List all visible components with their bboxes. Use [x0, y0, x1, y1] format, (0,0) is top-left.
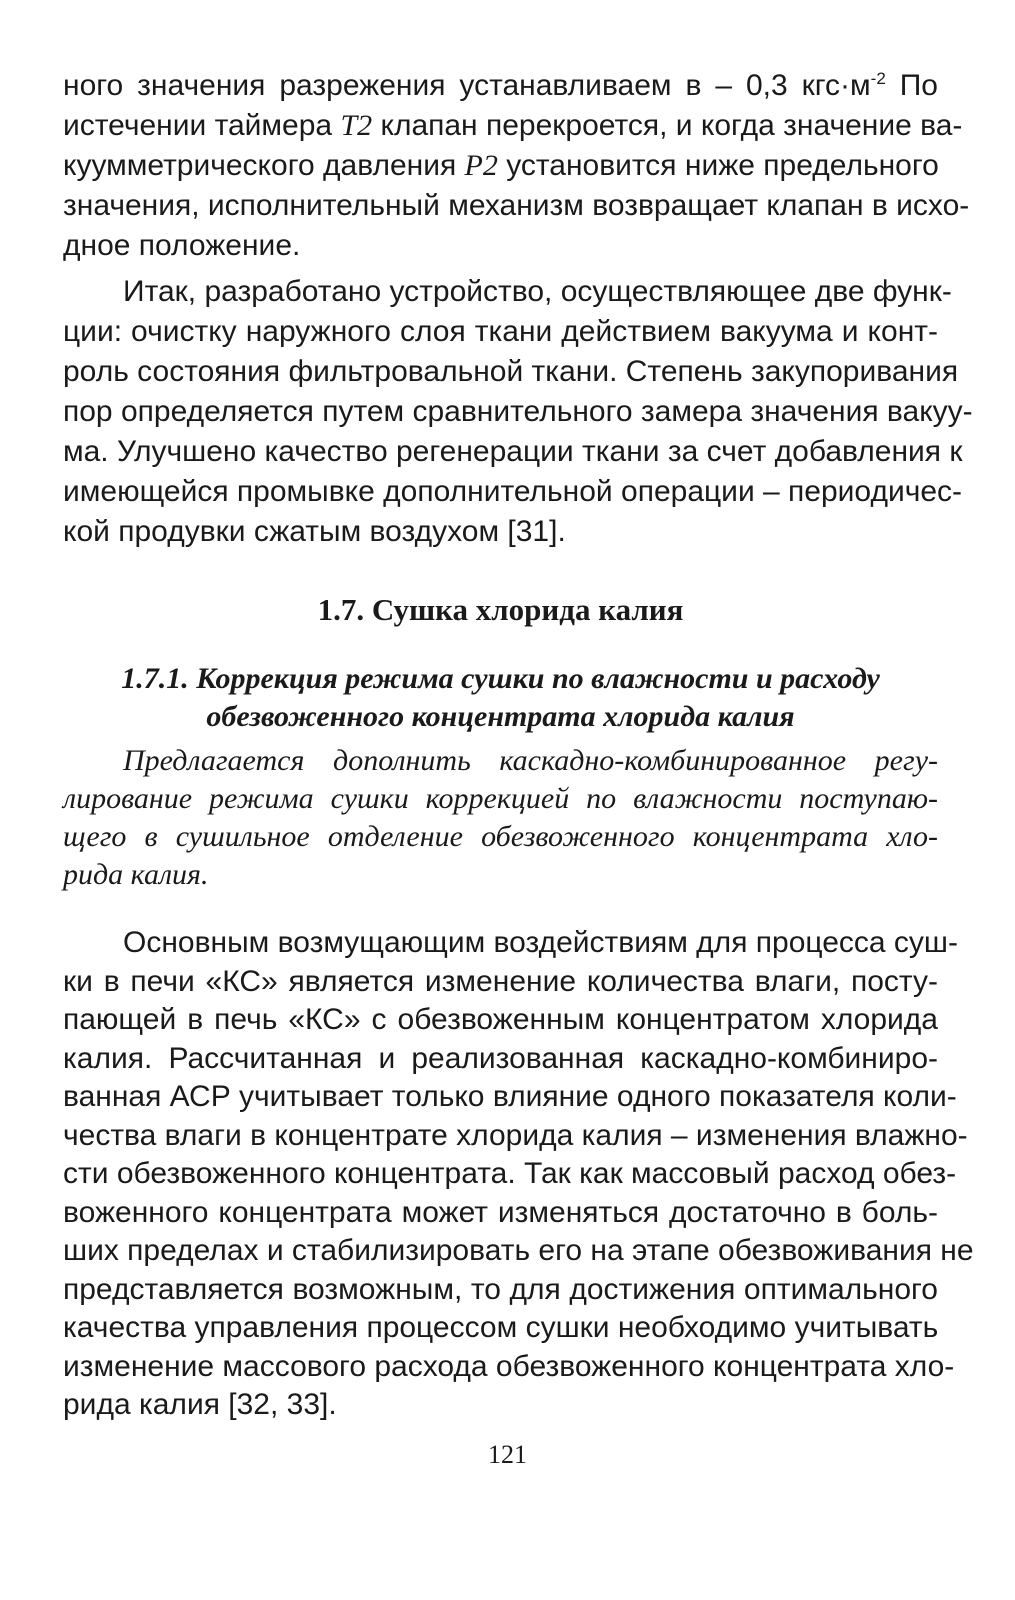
paragraph-main [63, 924, 974, 1425]
text-line: истечении таймера Т2 клапан перекроется, и когда значение ва- [63, 109, 963, 142]
text-line: ших пределах и стабилизировать его на этапе обезвоживания не [63, 1234, 974, 1267]
page-number: 121 [488, 1440, 527, 1469]
text-line: ки в печи «КС» является изменение количества влаги, посту- [63, 964, 938, 998]
text-line: роль состояния фильтровальной ткани. Степень закупоривания [63, 355, 959, 388]
text-line: дное положение. [63, 229, 301, 262]
section-heading: 1.7. Сушка хлорида калия [317, 592, 684, 627]
text-line: куумметрического давления Р2 установится ниже предельного [63, 149, 939, 182]
text-line: значения, исполнительный механизм возвращает клапан в исхо- [63, 189, 970, 222]
text-line: лирование режима сушки коррекцией по влажности поступаю- [63, 782, 938, 815]
text-line: изменение массового расхода обезвоженного концентрата хло- [63, 1349, 955, 1383]
variable-p2: Р2 [464, 149, 498, 182]
text-line: калия. Рассчитанная и реализованная каскадно-комбиниро- [63, 1041, 938, 1075]
text-line: пор определяется путем сравнительного замера значения вакуу- [63, 395, 973, 428]
text-line: ции: очистку наружного слоя ткани действием вакуума и конт- [63, 315, 938, 348]
text-line: ного значения разрежения устанавливаем в – 0,3 $кгс\cdot м^{-2}$ По [63, 69, 938, 102]
subsection-heading-line: обезвоженного концентрата хлорида калия [206, 700, 795, 733]
paragraph-continuation [63, 66, 970, 266]
text-line: чества влаги в концентрате хлорида калия – изменения влажно- [63, 1118, 968, 1152]
text-line: воженного концентрата может изменяться достаточно в боль- [63, 1195, 938, 1229]
text-line: имеющейся промывке дополнительной операции – периодичес- [63, 475, 963, 508]
subsection-heading-line: 1.7.1. Коррекция режима сушки по влажности и расходу [121, 662, 880, 695]
page-body [63, 66, 974, 1425]
text-line: рида калия [32, 33]. [63, 1388, 337, 1421]
text-line: Основным возмущающим воздействиям для процесса суш- [123, 926, 958, 959]
subsection-heading [63, 660, 938, 736]
text-line: рида калия. [63, 858, 209, 891]
text-line: ма. Улучшено качество регенерации ткани за счет добавления к [63, 435, 963, 468]
text-line: ванная АСР учитывает только влияние одного показателя коли- [63, 1080, 957, 1113]
text-line: Итак, разработано устройство, осуществляющее две функ- [123, 275, 952, 308]
text-line: пающей в печь «КС» с обезвоженным концентратом хлорида [63, 1003, 938, 1036]
text-line: представляется возможным, то для достижения оптимального [63, 1272, 938, 1306]
paragraph-summary [63, 272, 973, 552]
abstract [63, 742, 938, 894]
text-line: сти обезвоженного концентрата. Так как массовый расход обез- [63, 1157, 957, 1190]
text-line: Предлагается дополнить каскадно-комбинированное регу- [123, 744, 938, 777]
text-line: кой продувки сжатым воздухом [31]. [63, 515, 566, 548]
text-line: щего в сушильное отделение обезвоженного концентрата хло- [63, 820, 938, 853]
text-line: качества управления процессом сушки необходимо учитывать [63, 1311, 939, 1344]
variable-t2: Т2 [340, 109, 373, 142]
